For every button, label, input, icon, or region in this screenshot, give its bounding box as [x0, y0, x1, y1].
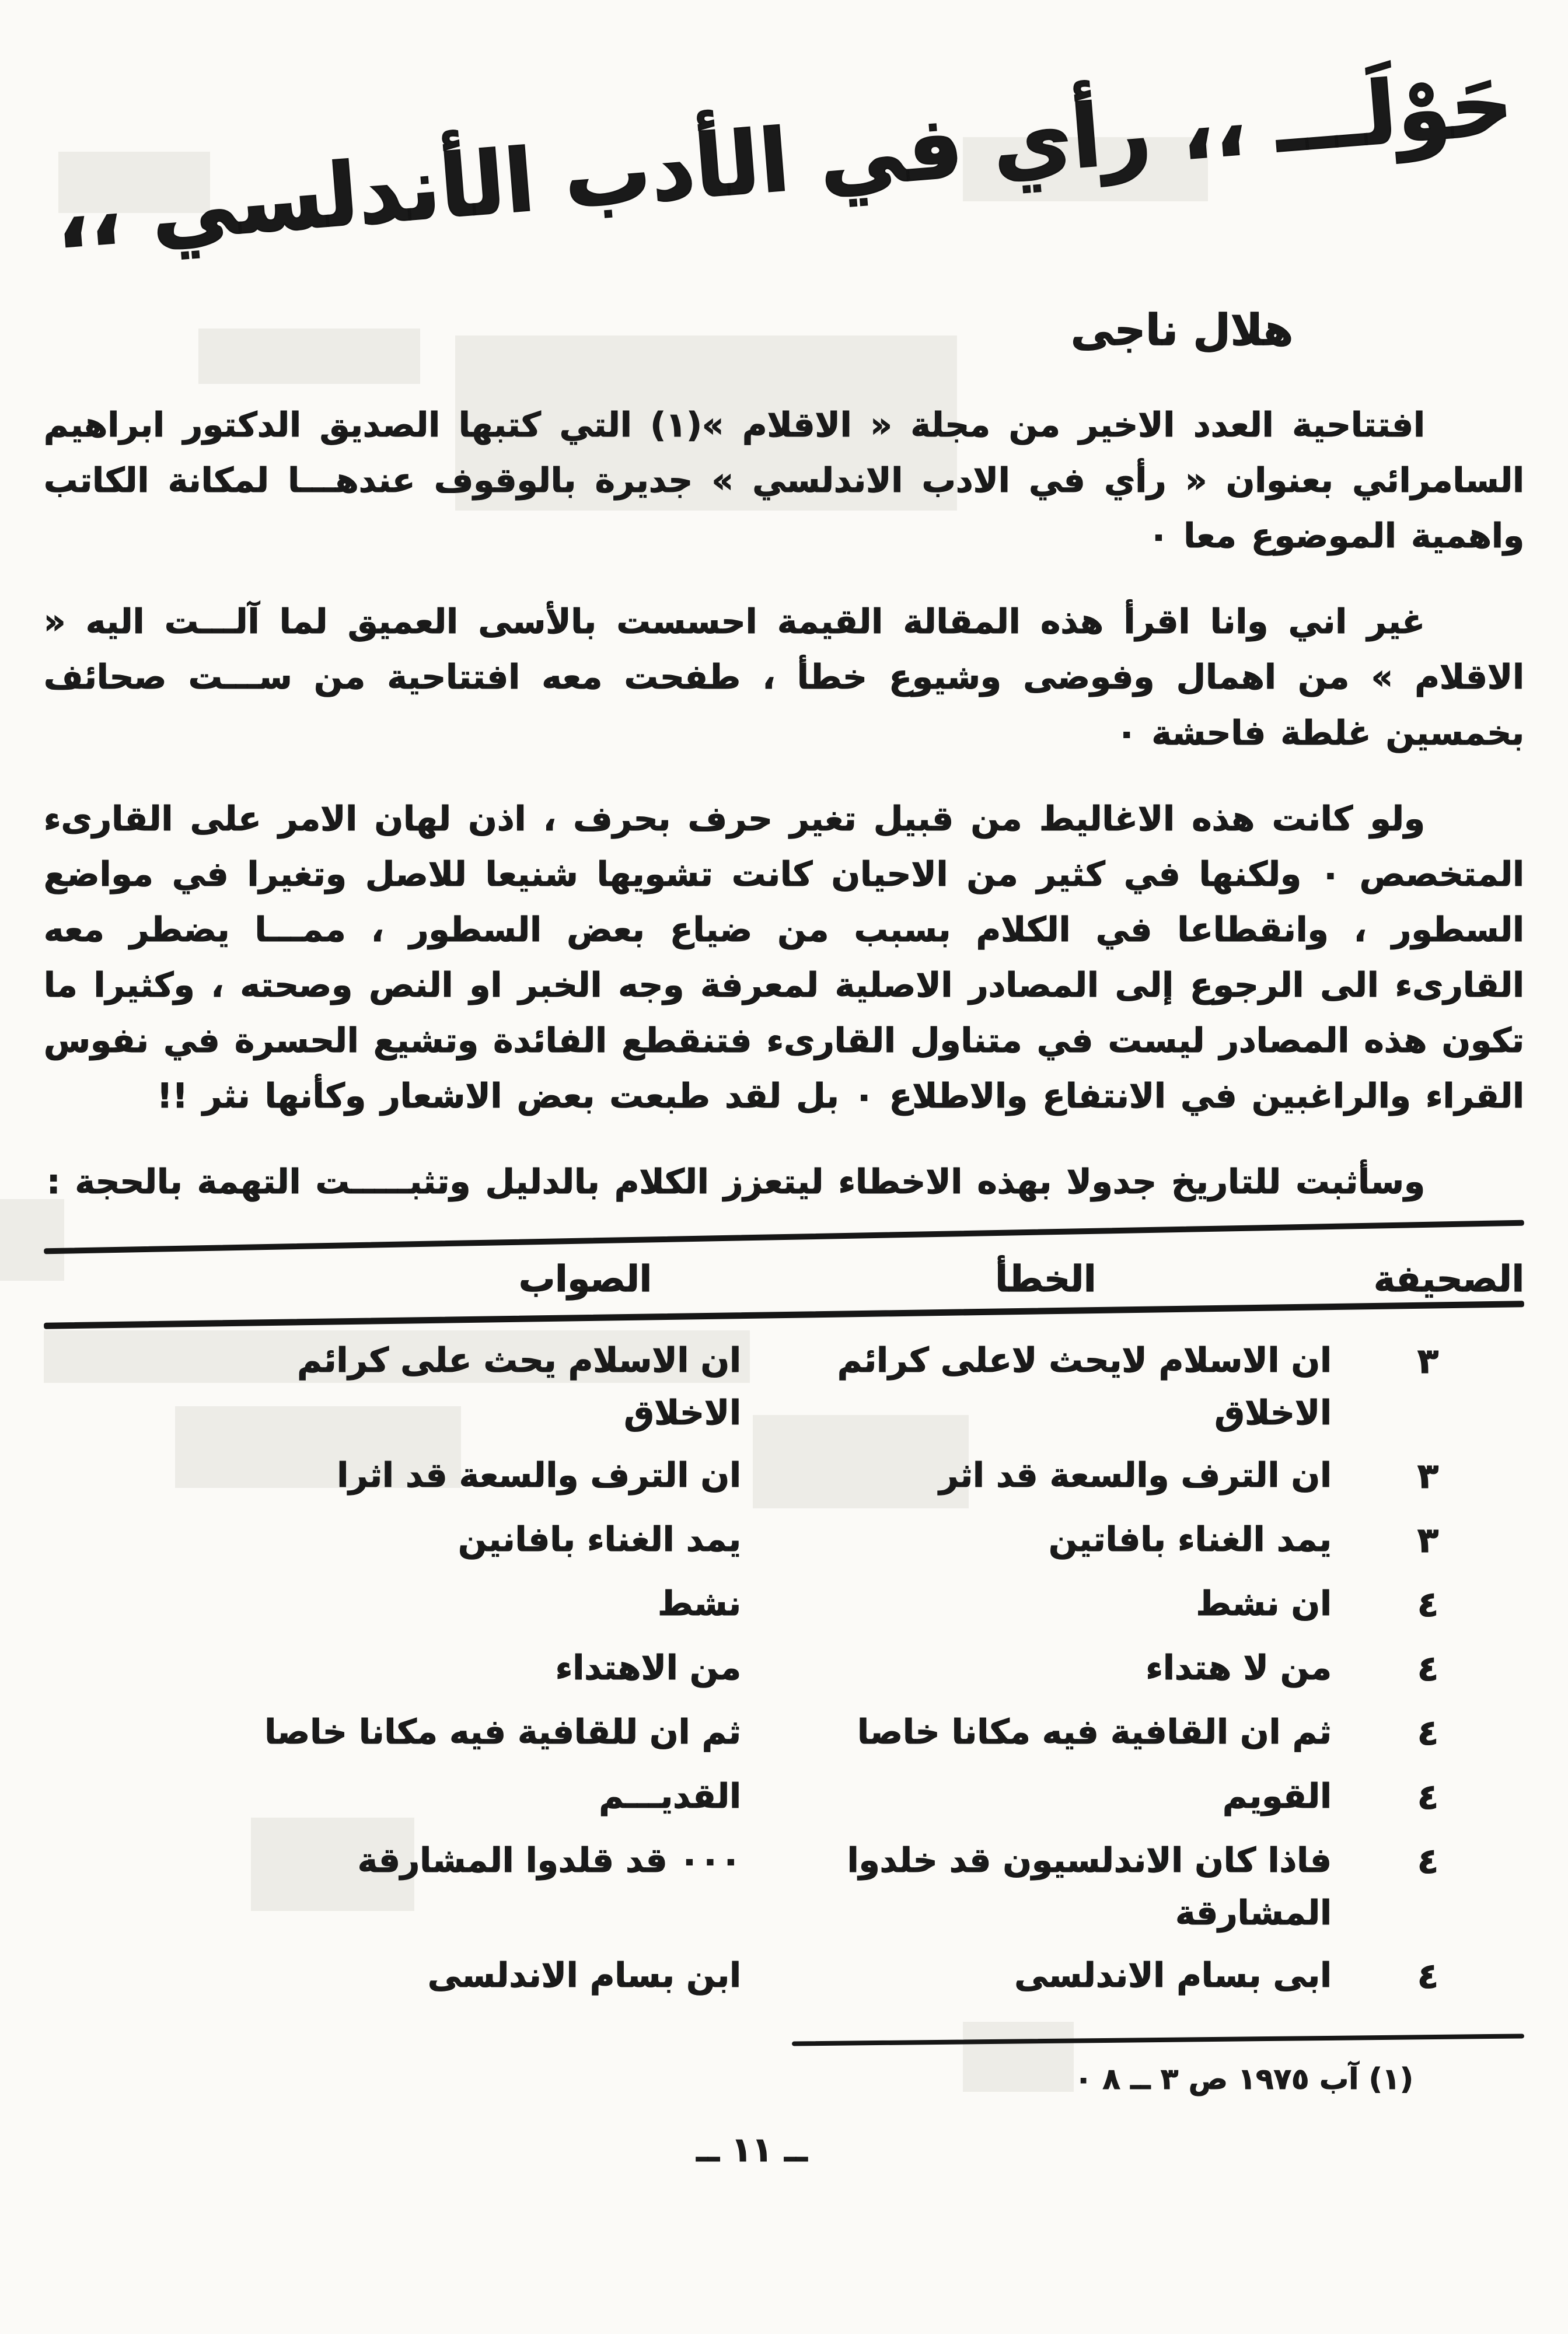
cell-error: ان نشط [1196, 1584, 1332, 1624]
cell-correct: ثم ان للقافية فيه مكانا خاصا [264, 1712, 741, 1752]
cell-sheet: ٤ [1417, 1584, 1439, 1626]
cell-sheet: ٤ [1417, 1777, 1439, 1818]
page [0, 55, 1568, 2334]
author-name: هلال ناجى [1071, 305, 1294, 355]
cell-correct: يمد الغناء بافانين [458, 1519, 741, 1560]
table-row [44, 1642, 1524, 1696]
header-error: الخطأ [995, 1257, 1096, 1301]
cell-error: ان الترف والسعة قد اثر [939, 1455, 1332, 1496]
table-row [44, 1578, 1524, 1632]
cell-correct: من الاهتداء [555, 1648, 741, 1688]
cell-correct: ابن بسام الاندلسى [427, 1955, 741, 1995]
page-number: ــ ١١ ــ [696, 2129, 808, 2169]
header-correct: الصواب [518, 1257, 652, 1301]
title-block [38, 0, 1530, 323]
cell-correct: ان الاسلام يحث على كرائم الاخلاق [297, 1340, 741, 1433]
table-top-rule [44, 1220, 1524, 1255]
paragraph-3: ولو كانت هذه الاغاليط من قبيل تغير حرف بحرف ، اذن لهان الامر على القارىء المتخصص ٠ ولكنها في كثير من الاحيان كانت تشويها شنيعا للاصل وتغيرا في مواضع السطور ، وانقطاعا في الكلام بسبب من ضياع بعض السطور ، ممـــا يضطر معه القارىء الى الرجوع إلى المصادر الاصلية لمعرفة وجه الخبر او النص وصحته ، وكثيرا ما تكون هذه المصادر ليست في متناول القارىء فتنقطع الفائدة وتشيع الحسرة في نفوس القراء والراغبين في الانتفاع والاطلاع ٠ بل لقد طبعت بعض الاشعار وكأنها نثر !! [43, 798, 1524, 1116]
cell-sheet: ٣ [1417, 1341, 1439, 1382]
table-row [44, 1706, 1524, 1760]
table-header-row [44, 1257, 1524, 1300]
table-row [44, 1449, 1524, 1504]
table-body [44, 1334, 1524, 2004]
cell-error: ابى بسام الاندلسى [1014, 1955, 1332, 1995]
cell-error: ان الاسلام لايحث لاعلى كرائم الاخلاق [837, 1340, 1332, 1433]
cell-error: فاذا كان الاندلسيون قد خلدوا المشارقة [847, 1840, 1332, 1933]
cell-sheet: ٤ [1417, 1713, 1439, 1754]
article-title: حَوْلَـــ ،، رأي في الأدب الأندلسي ،، [51, 53, 1517, 268]
paragraph-4: وسأثبت للتاريخ جدولا بهذه الاخطاء ليتعزز الكلام بالدليل وتثبـــــت التهمة بالحجة : [47, 1162, 1425, 1202]
paragraph-1: افتتاحية العدد الاخير من مجلة « الاقلام »(١) التي كتبها الصديق الدكتور ابراهيم السامرائي بعنوان « رأي في الادب الاندلسي » جديرة بالوقوف عندهـــا لمكانة الكاتب واهمية الموضوع معا ٠ [44, 405, 1524, 556]
cell-correct: ٠٠٠ قد قلدوا المشارقة [357, 1840, 741, 1881]
footnote: (١) آب ١٩٧٥ ص ٣ ــ ٨ ٠ [1074, 2062, 1413, 2096]
cell-sheet: ٣ [1417, 1520, 1439, 1561]
table-row [44, 1835, 1524, 1940]
cell-error: من لا هتداء [1146, 1648, 1332, 1688]
cell-correct: ان الترف والسعة قد اثرا [337, 1455, 741, 1496]
errata-table [44, 1234, 1524, 2004]
table-row [44, 1514, 1524, 1568]
footnote-rule [792, 2033, 1524, 2046]
table-row [44, 1770, 1524, 1825]
cell-sheet: ٣ [1417, 1456, 1439, 1497]
header-sheet: الصحيفة [1374, 1257, 1524, 1301]
cell-error: يمد الغناء بافاتين [1048, 1519, 1332, 1560]
paragraph-2: غير اني وانا اقرأ هذه المقالة القيمة احسست بالأسى العميق لما آلـــت اليه « الاقلام » من اهمال وفوضى وشيوع خطأ ، طفحت معه افتتاحية من ســـت صحائف بخمسين غلطة فاحشة ٠ [44, 602, 1524, 753]
table-row [44, 1334, 1524, 1439]
cell-sheet: ٤ [1417, 1955, 1439, 1997]
cell-error: القويم [1222, 1776, 1332, 1816]
cell-sheet: ٤ [1417, 1841, 1439, 1882]
table-header-rule [44, 1301, 1524, 1330]
cell-sheet: ٤ [1417, 1648, 1439, 1690]
cell-correct: القديـــم [599, 1776, 741, 1816]
table-row [44, 1949, 1524, 2004]
cell-error: ثم ان القافية فيه مكانا خاصا [857, 1712, 1332, 1752]
cell-correct: نشط [658, 1584, 741, 1624]
